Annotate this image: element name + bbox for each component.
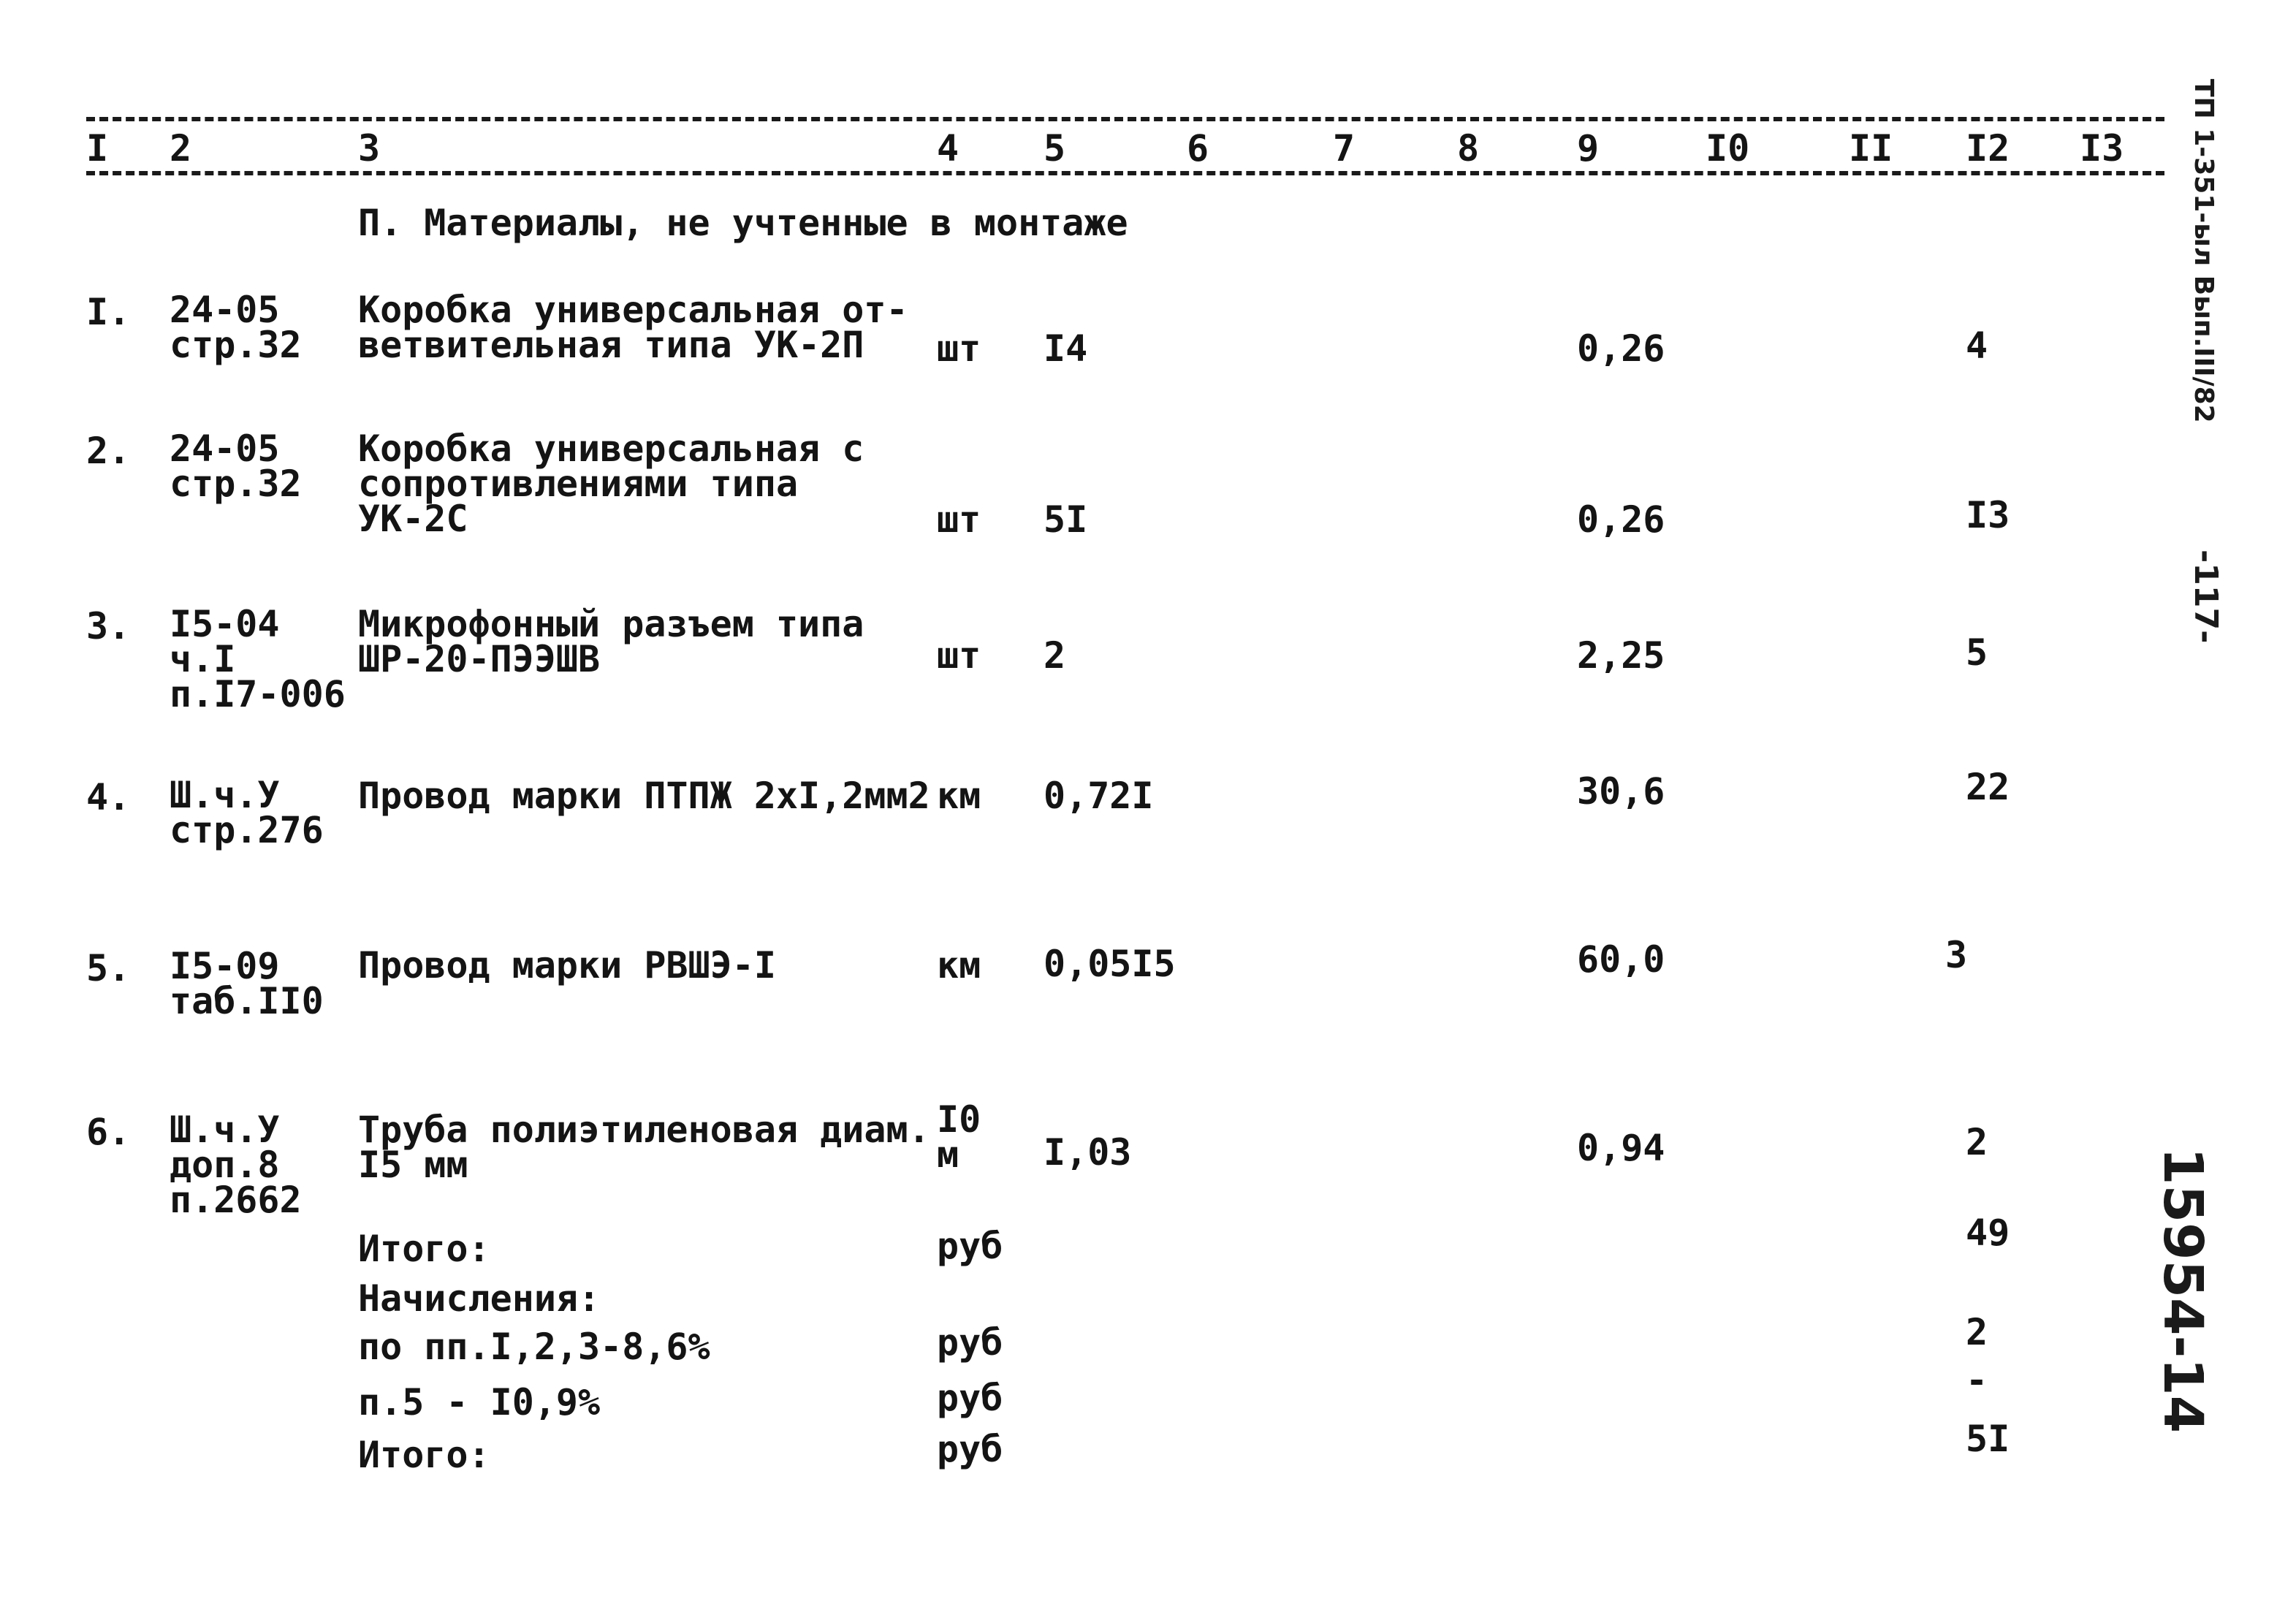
row-qty: I4 <box>1044 327 1088 370</box>
row-name: Провод марки ПТПЖ 2хI,2мм2 <box>358 775 930 817</box>
row-price: 0,26 <box>1577 327 1665 370</box>
header-bottom-rule <box>86 171 2164 175</box>
summary-unit: руб <box>937 1377 1003 1419</box>
row-unit: шт <box>937 327 981 370</box>
row-qty: 2 <box>1044 634 1066 677</box>
col-header-1: I <box>86 127 109 170</box>
row-price: 30,6 <box>1577 770 1665 813</box>
row-number: I. <box>86 291 131 333</box>
row-qty: 5I <box>1044 498 1088 541</box>
row-name: Микрофонный разъем типа ШР-20-ПЭЭШВ <box>358 603 864 680</box>
row-code: I5-09 таб.II0 <box>170 945 324 1022</box>
row-total: 5 <box>1966 631 1988 674</box>
row-total: 3 <box>1945 934 1968 976</box>
row-total: I3 <box>1966 494 2010 536</box>
summary-value: - <box>1966 1359 1988 1402</box>
header-top-rule <box>86 117 2164 121</box>
row-code: 24-05 стр.32 <box>170 289 302 366</box>
row-unit: шт <box>937 498 981 541</box>
col-header-8: 8 <box>1457 127 1480 170</box>
row-unit: км <box>937 944 981 987</box>
margin-note-top-right: ТП 1-351-ыл Вып.III/82 <box>2189 79 2219 423</box>
col-header-5: 5 <box>1044 127 1066 170</box>
summary-value: 5I <box>1966 1418 2010 1460</box>
row-name: Провод марки РВШЭ-I <box>358 944 776 987</box>
row-qty: 0,72I <box>1044 775 1154 817</box>
row-price: 2,25 <box>1577 634 1665 677</box>
summary-label: Итого: <box>358 1434 490 1476</box>
col-header-6: 6 <box>1187 127 1209 170</box>
row-price: 60,0 <box>1577 938 1665 981</box>
row-total: 22 <box>1966 766 2010 808</box>
row-total: 4 <box>1966 324 1988 367</box>
summary-label: по пп.I,2,3-8,6% <box>358 1326 710 1368</box>
col-header-13: I3 <box>2080 127 2124 170</box>
col-header-9: 9 <box>1577 127 1600 170</box>
col-header-10: I0 <box>1706 127 1750 170</box>
col-header-11: II <box>1849 127 1893 170</box>
row-unit: км <box>937 775 981 817</box>
row-code: Ш.ч.У доп.8 п.2662 <box>170 1109 302 1221</box>
summary-unit: руб <box>937 1225 1003 1267</box>
summary-unit: руб <box>937 1428 1003 1470</box>
row-name: Коробка универсальная от- ветвительная типа УК-2П <box>358 289 908 366</box>
row-number: 4. <box>86 776 131 818</box>
col-header-7: 7 <box>1333 127 1356 170</box>
row-price: 0,26 <box>1577 498 1665 541</box>
col-header-4: 4 <box>937 127 959 170</box>
row-number: 3. <box>86 605 131 647</box>
margin-note-document-number: 15954-14 <box>2151 1147 2214 1434</box>
row-number: 5. <box>86 947 131 989</box>
row-name: Труба полиэтиленовая диам. I5 мм <box>358 1109 930 1186</box>
row-qty: I,03 <box>1044 1131 1132 1174</box>
row-price: 0,94 <box>1577 1127 1665 1169</box>
row-unit: I0 м <box>937 1098 981 1176</box>
summary-value: 2 <box>1966 1311 1988 1353</box>
section-title: П. Материалы, не учтенные в монтаже <box>358 202 1128 244</box>
row-code: I5-04 ч.I п.I7-006 <box>170 603 346 715</box>
row-name: Коробка универсальная с сопротивлениями типа УК-2С <box>358 427 864 540</box>
summary-label: п.5 - I0,9% <box>358 1381 601 1424</box>
row-code: Ш.ч.У стр.276 <box>170 774 324 851</box>
row-number: 2. <box>86 430 131 472</box>
row-number: 6. <box>86 1111 131 1153</box>
summary-value: 49 <box>1966 1212 2010 1254</box>
col-header-12: I2 <box>1966 127 2010 170</box>
row-qty: 0,05I5 <box>1044 943 1176 985</box>
summary-label: Итого: <box>358 1228 490 1270</box>
row-code: 24-05 стр.32 <box>170 427 302 505</box>
row-unit: шт <box>937 634 981 677</box>
summary-unit: руб <box>937 1321 1003 1364</box>
col-header-2: 2 <box>170 127 192 170</box>
row-total: 2 <box>1966 1121 1988 1163</box>
col-header-3: 3 <box>358 127 381 170</box>
summary-label: Начисления: <box>358 1277 601 1320</box>
margin-note-page-number: -117- <box>2187 550 2224 644</box>
